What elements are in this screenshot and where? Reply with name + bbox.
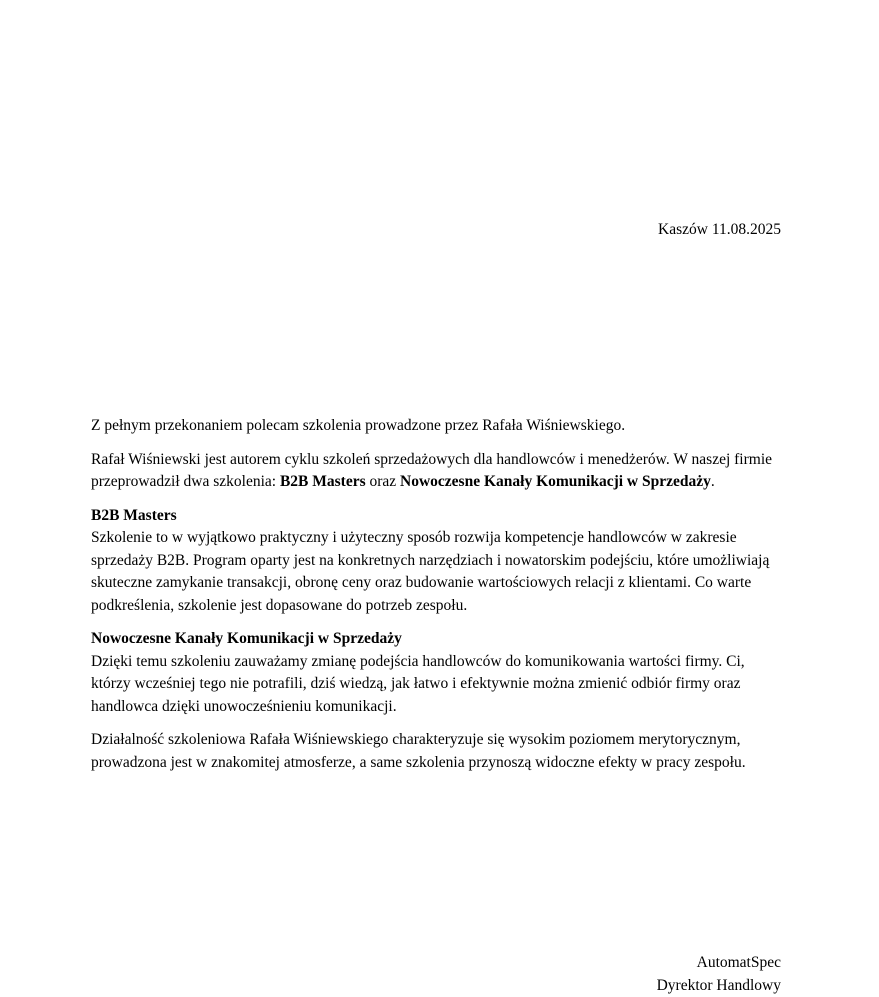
signature-company: AutomatSpec [657,952,781,975]
place-and-date: Kaszów 11.08.2025 [658,219,781,242]
closing-paragraph: Działalność szkoleniowa Rafała Wiśniewskiego charakteryzuje się wysokim poziomem merytorycznym, prowadzona jest w znakomitej atmosferze, a same szkolenia przynoszą widoczne efekty w pracy zespołu. [91,729,781,774]
section-channels-title: Nowoczesne Kanały Komunikacji w Sprzedaży [91,628,781,651]
letter-body [91,415,781,785]
trainings-text-a: Rafał Wiśniewski jest autorem cyklu szkoleń sprzedażowych dla handlowców i menedżerów. W naszej firmie przeprowadził dwa szkolenia: [91,451,772,491]
signature-block [657,952,781,997]
section-b2b-masters-title: B2B Masters [91,505,781,528]
trainings-text-c: . [711,473,715,490]
trainings-text-b: oraz [366,473,400,490]
trainings-paragraph [91,449,781,494]
training-name-channels: Nowoczesne Kanały Komunikacji w Sprzedaży [400,473,711,490]
intro-paragraph: Z pełnym przekonaniem polecam szkolenia prowadzone przez Rafała Wiśniewskiego. [91,415,781,438]
section-b2b-masters-text: Szkolenie to w wyjątkowo praktyczny i użyteczny sposób rozwija kompetencje handlowców w zakresie sprzedaży B2B. Program oparty jest na konkretnych narzędziach i nowatorskim podejściu, które umożliwiają skuteczne zamykanie transakcji, obronę ceny oraz budowanie wartościowych relacji z klientami. Co warte podkreślenia, szkolenie jest dopasowane do potrzeb zespołu. [91,529,769,614]
section-channels-text: Dzięki temu szkoleniu zauważamy zmianę podejścia handlowców do komunikowania wartości firmy. Ci, którzy wcześniej tego nie potrafili, dziś wiedzą, jak łatwo i efektywnie można zmienić odbiór firmy oraz handlowca dzięki unowocześnieniu komunikacji. [91,653,745,715]
section-channels [91,628,781,718]
training-name-b2b: B2B Masters [280,473,366,490]
section-b2b-masters [91,505,781,618]
signature-title: Dyrektor Handlowy [657,975,781,997]
